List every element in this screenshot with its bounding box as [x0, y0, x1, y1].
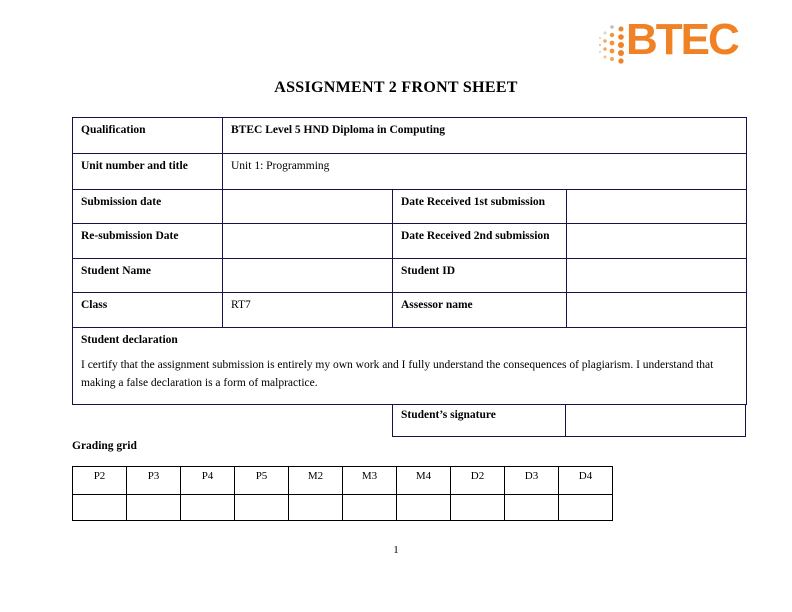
front-sheet-table: [72, 117, 747, 405]
declaration-text: I certify that the assignment submission is entirely my own work and I fully understand the consequences of plagiarism. I understand that making a false declaration is a form of malpractice.: [81, 359, 714, 389]
grading-col-d3: D3: [505, 467, 559, 495]
grading-header-row: [73, 467, 613, 495]
grading-input-cell[interactable]: [289, 495, 343, 521]
grading-input-cell[interactable]: [73, 495, 127, 521]
grading-col-m3: M3: [343, 467, 397, 495]
grading-input-cell[interactable]: [127, 495, 181, 521]
grading-col-m4: M4: [397, 467, 451, 495]
resubmission-date-value[interactable]: [223, 224, 393, 259]
grading-input-row: [73, 495, 613, 521]
grading-col-d4: D4: [559, 467, 613, 495]
qualification-label: Qualification: [73, 118, 223, 154]
assessor-name-label: Assessor name: [393, 293, 567, 328]
resubmission-date-label: Re-submission Date: [73, 224, 223, 259]
grading-grid-heading: Grading grid: [72, 440, 137, 452]
student-name-label: Student Name: [73, 259, 223, 293]
date-received-1st-value[interactable]: [567, 190, 747, 224]
btec-logo-dots-icon: [597, 20, 624, 66]
page-number: 1: [393, 544, 399, 556]
grading-input-cell[interactable]: [451, 495, 505, 521]
date-received-1st-label: Date Received 1st submission: [393, 190, 567, 224]
student-signature-value[interactable]: [566, 404, 746, 437]
grading-col-p4: P4: [181, 467, 235, 495]
date-received-2nd-label: Date Received 2nd submission: [393, 224, 567, 259]
unit-value: Unit 1: Programming: [223, 154, 747, 190]
student-id-value[interactable]: [567, 259, 747, 293]
submission-date-value[interactable]: [223, 190, 393, 224]
assessor-name-value[interactable]: [567, 293, 747, 328]
grading-grid-table: [72, 466, 613, 521]
grading-col-p2: P2: [73, 467, 127, 495]
page-title: ASSIGNMENT 2 FRONT SHEET: [274, 79, 518, 96]
qualification-value: BTEC Level 5 HND Diploma in Computing: [223, 118, 747, 154]
student-declaration-heading: Student declaration: [81, 334, 178, 346]
grading-input-cell[interactable]: [397, 495, 451, 521]
grading-input-cell[interactable]: [559, 495, 613, 521]
student-id-label: Student ID: [393, 259, 567, 293]
unit-label: Unit number and title: [73, 154, 223, 190]
grading-input-cell[interactable]: [235, 495, 289, 521]
student-declaration-cell: [73, 328, 747, 405]
grading-col-d2: D2: [451, 467, 505, 495]
grading-input-cell[interactable]: [505, 495, 559, 521]
submission-date-label: Submission date: [73, 190, 223, 224]
grading-col-p3: P3: [127, 467, 181, 495]
btec-logo: [597, 14, 738, 66]
date-received-2nd-value[interactable]: [567, 224, 747, 259]
signature-row: [392, 404, 746, 437]
student-name-value[interactable]: [223, 259, 393, 293]
grading-input-cell[interactable]: [181, 495, 235, 521]
class-value: RT7: [223, 293, 393, 328]
grading-col-m2: M2: [289, 467, 343, 495]
grading-input-cell[interactable]: [343, 495, 397, 521]
grading-col-p5: P5: [235, 467, 289, 495]
student-signature-label: Student’s signature: [392, 404, 566, 437]
btec-logo-text: BTEC: [626, 15, 738, 64]
class-label: Class: [73, 293, 223, 328]
